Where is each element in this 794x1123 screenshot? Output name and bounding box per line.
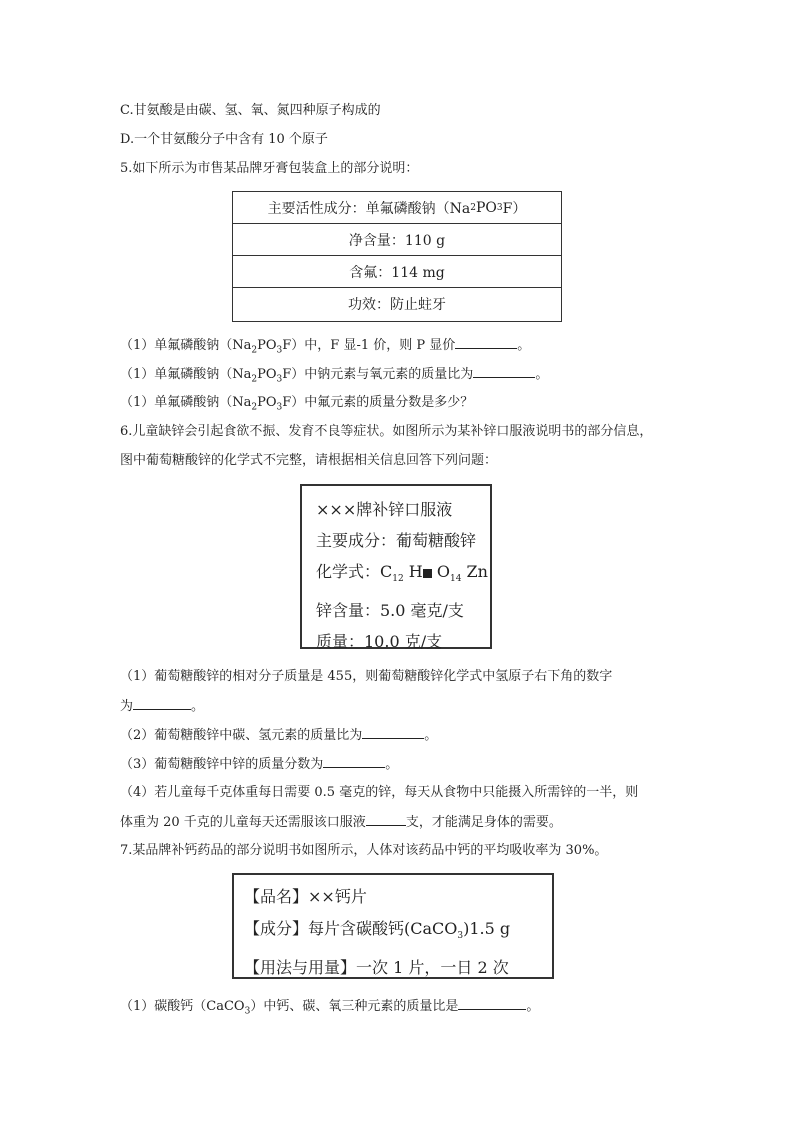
answer-blank[interactable]	[455, 336, 517, 349]
question-6-2: （2）葡萄糖酸锌中碳、氢元素的质量比为 。	[120, 728, 438, 743]
box2-row-ingredient: 主要成分：葡萄糖酸锌	[316, 531, 477, 550]
box2-row-brand: ×××牌补锌口服液	[316, 500, 453, 519]
box1-row-fluorine: 含氟：114 mg	[233, 256, 561, 288]
answer-blank[interactable]	[458, 997, 526, 1010]
question-6-1-line1: （1）葡萄糖酸锌的相对分子质量是 455，则葡萄糖酸锌化学式中氢原子右下角的数字	[120, 669, 613, 684]
box1-row-effect: 功效：防止蛀牙	[348, 296, 446, 313]
option-c: C.甘氨酸是由碳、氢、氧、氮四种原子构成的	[120, 103, 381, 118]
zinc-oral-liquid-label	[300, 484, 492, 652]
toothpaste-label-box	[232, 191, 562, 322]
box3-row-name: 【品名】××钙片	[244, 887, 367, 906]
question-6-1-line2: 为 。	[120, 699, 205, 714]
question-7-1: （1）碳酸钙（CaCO$_3$）中钙、碳、氧三种元素的质量比是 。	[120, 999, 540, 1017]
answer-blank[interactable]	[323, 755, 385, 768]
answer-blank[interactable]	[366, 813, 406, 826]
answer-blank[interactable]	[133, 697, 191, 710]
missing-subscript-square	[423, 569, 432, 578]
box3-row-ingredient: 【成分】每片含碳酸钙(CaCO$_3$)1.5 g	[244, 919, 511, 942]
calcium-tablet-label	[232, 873, 554, 979]
answer-blank[interactable]	[362, 726, 424, 739]
answer-blank[interactable]	[473, 365, 535, 378]
question-6-line1: 6.儿童缺锌会引起食欲不振、发育不良等症状。如图所示为某补锌口服液说明书的部分信息，	[120, 424, 653, 439]
question-6-4-line1: （4）若儿童每千克体重每日需要 0.5 毫克的锌，每天从食物中只能摄入所需锌的一半，则	[120, 785, 639, 800]
question-6-line2: 图中葡萄糖酸锌的化学式不完整，请根据相关信息回答下列问题：	[120, 453, 498, 468]
box2-row-mass: 质量：10.0 克/支	[316, 632, 443, 652]
question-6-4-line2: 体重为 20 千克的儿童每天还需服该口服液 支，才能满足身体的需要。	[120, 815, 562, 830]
box1-row-net-content: 净含量：110 g	[233, 224, 561, 256]
question-6-3: （3）葡萄糖酸锌中锌的质量分数为 。	[120, 757, 399, 772]
box2-row-formula: 化学式：$C_{12}$ H $O_{14}$ Zn	[316, 562, 488, 585]
question-5-3: （1）单氟磷酸钠$(Na_2PO_3F)$中氟元素的质量分数是多少？	[120, 395, 474, 413]
box2-row-zinc-content: 锌含量：5.0 毫克/支	[316, 601, 464, 621]
box3-row-dosage: 【用法与用量】一次 1 片，一日 2 次	[244, 958, 509, 978]
question-5: 5.如下所示为市售某品牌牙膏包装盒上的部分说明：	[120, 161, 419, 176]
box1-row-ingredient: 主要活性成分：单氟磷酸钠（Na 2 PO 3 F）	[233, 192, 561, 224]
option-d: D.一个甘氨酸分子中含有 10 个原子	[120, 132, 328, 147]
question-5-1: （1）单氟磷酸钠$(Na_2PO_3F)$中，F 显-1 价，则 P 显价 。	[120, 338, 531, 356]
question-7: 7.某品牌补钙药品的部分说明书如图所示，人体对该药品中钙的平均吸收率为 30%。	[120, 843, 608, 858]
question-5-2: （1）单氟磷酸钠$(Na_2PO_3F)$中钠元素与氧元素的质量比为 。	[120, 367, 549, 385]
